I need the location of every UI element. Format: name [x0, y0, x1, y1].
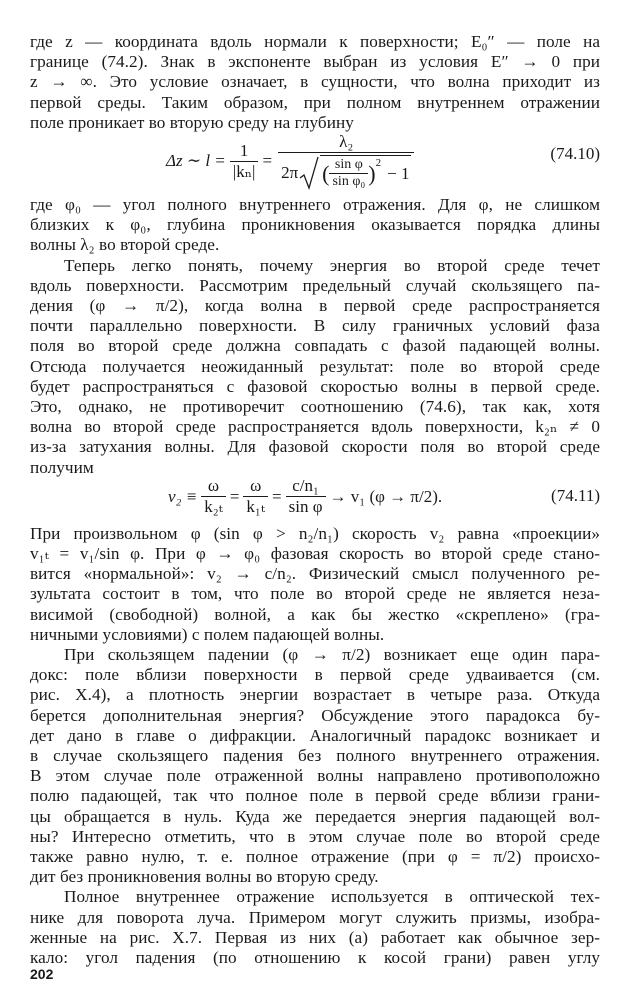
equation-number: (74.10) [550, 144, 600, 163]
text-line: дит без проникновения волны во вторую среду. [30, 867, 379, 887]
text-line: При скользящем падении (φ → π/2) возникает еще один пара- [64, 645, 600, 664]
text-line: ны? Интересно отметить, что в этом случае поле во второй среде [30, 826, 600, 846]
two-pi: 2π [281, 162, 299, 182]
text-line: рис. X.4), а плотность энергии возрастает в четыре раза. Откуда [30, 685, 600, 705]
eq-equals: = [262, 151, 273, 170]
minus-one: − 1 [387, 163, 410, 183]
text-line: висимой (свободной) волной, а как бы жестко «скреплено» (гра- [30, 604, 600, 624]
text-line: из-за затухания волны. Для фазовой скорости поля во второй среде [30, 437, 600, 457]
text-line: поля во второй среде должна совпадать с фазой падающей волны. [30, 336, 600, 356]
text-line: кало: угол падения (по отношению к косой грани) равен углу [30, 948, 600, 967]
text-line: близких к φ₀, глубина проникновения оказывается порядка длины [30, 215, 600, 235]
text-line: зультата состоит в том, что поле во второй среде не является неза- [30, 584, 600, 604]
fraction-numerator: ω [201, 476, 226, 497]
equation-number: (74.11) [551, 485, 600, 505]
text-line: волна во второй среде распространяется вдоль поверхности, k₂ₙ ≠ 0 [30, 417, 600, 437]
fraction-denominator: sin φ₀ [332, 174, 366, 189]
text-line: получим [30, 457, 94, 477]
eq-lhs: Δz ∼ l = [166, 151, 226, 170]
text-line: вдоль поверхности. Рассмотрим предельный случай скользящего па- [30, 275, 600, 295]
fraction-denominator [278, 153, 414, 190]
fraction-lambda [278, 132, 414, 190]
text-line: где z — координата вдоль нормали к поверхности; E₀″ — поле на [30, 32, 600, 51]
text-line: нике для поворота луча. Примером могут служить призмы, изобра- [30, 907, 600, 927]
text-line: вится «нормальной»: v₂ → c/n₂. Физический смысл полученного ре- [30, 564, 600, 584]
fraction-sin-ratio [329, 157, 368, 190]
fraction-omega-k2t [201, 476, 226, 517]
fraction-omega-k1t [243, 476, 268, 517]
fraction-numerator: c/n₁ [286, 476, 326, 497]
text-line: z → ∞. Это условие означает, в сущности, что волна приходит из [30, 72, 600, 92]
page-number: 202 [30, 966, 54, 982]
text-line: Это, однако, не противоречит соотношению (74.6), так как, хотя [30, 397, 600, 416]
text-line: цы обращается в нуль. Куда же передается энергия падающей вол- [30, 806, 600, 826]
text-line: v₁ₜ = v₁/sin φ. При φ → φ₀ фазовая скорость во второй среде стано- [30, 544, 600, 563]
text-line: где φ₀ — угол полного внутреннего отражения. Для φ, не слишком [30, 195, 600, 214]
sqrt-radicand: ( $\frac{\text{sin φ}}{\text{sin φ₀}}$ ) $^2$ − 1 [322, 157, 410, 189]
fraction-denominator: k₁ₜ [246, 497, 266, 517]
exponent: 2 [375, 157, 382, 169]
text-line: При произвольном φ (sin φ > n₂/n₁) скорость v₂ равна «проекции» [30, 523, 600, 543]
text-line: дет дано в главе о дифракции. Аналогичный парадокс возникает и [30, 725, 600, 745]
text-line: поле проникает во вторую среду на глубину [30, 112, 354, 132]
fraction-numerator: sin φ [329, 157, 368, 174]
text-line: берется дополнительная энергия? Обсуждение этого парадокса бу- [30, 705, 600, 725]
text-line: почти параллельно поверхности. В силу граничных условий фаза [30, 316, 600, 336]
eq-rhs: → v₁ (φ → π/2). [329, 486, 443, 506]
fraction-numerator: 1 [230, 141, 259, 162]
text-line: в случае скользящего падения без полного внутреннего отражения. [30, 746, 600, 765]
text-line: женные на рис. X.7. Первая из них (а) работает как обычное зер- [30, 927, 600, 947]
fraction-denominator: k₂ₜ [204, 497, 223, 517]
text-line: границе (74.2). Знак в экспоненте выбран из условия E″ → 0 при [30, 52, 600, 72]
text-line: Отсюда получается неожиданный результат: поле во второй среде [30, 356, 600, 376]
text-line: будет распространяться с фазовой скоростью волны в первой среде. [30, 376, 600, 396]
fraction-denominator: |kₙ| [232, 161, 256, 181]
eq-equals: = [229, 486, 240, 506]
fraction-numerator: λ₂ [278, 132, 414, 153]
fraction-numerator: ω [243, 476, 268, 497]
text-line: Теперь легко понять, почему энергия во второй среде течет [64, 255, 600, 275]
fraction-denominator: sin φ [288, 497, 323, 517]
fraction-c-n1-sin [286, 476, 326, 517]
text-line: волны λ₂ во второй среде. [30, 235, 220, 255]
text-line: докс: поле вблизи поверхности в первой среде удваивается (см. [30, 665, 600, 685]
text-line: ничными условиями) с полем падающей волны. [30, 624, 385, 644]
text-line: В этом случае поле отраженной волны направлено противоположно [30, 766, 600, 786]
text-line: также равно нулю, т. е. полное отражение (при φ = π/2) происхо- [30, 847, 600, 866]
text-line: полю падающей, так что полное поле в первой среде вблизи грани- [30, 786, 600, 806]
eq-equals: = [272, 486, 282, 506]
fraction-1-over-kn [230, 141, 259, 182]
text-line: дения (φ → π/2), когда волна в первой среде распространяется [30, 296, 600, 315]
sqrt-sign-icon [298, 156, 320, 190]
eq-lhs: v₂ ≡ [168, 486, 198, 506]
text-line: Полное внутреннее отражение используется в оптической тех- [64, 887, 600, 907]
text-line: первой среды. Таким образом, при полном внутреннем отражении [30, 92, 600, 112]
